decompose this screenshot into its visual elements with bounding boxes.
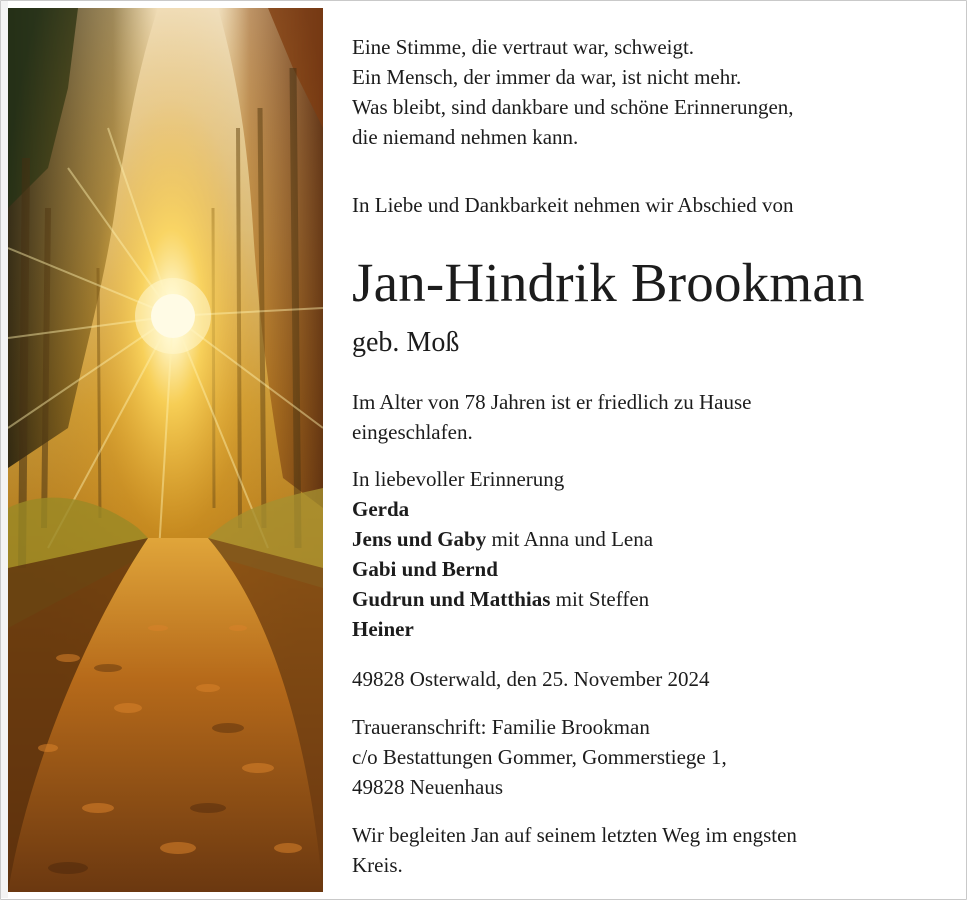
mourner-entry: [352, 554, 498, 584]
address-line: c/o Bestattungen Gommer, Gommerstiege 1,: [352, 745, 727, 769]
mourner-entry: [352, 584, 649, 614]
death-notice-line: eingeschlafen.: [352, 420, 473, 444]
address-line: Traueranschrift: Familie Brookman: [352, 715, 650, 739]
poem-line: Eine Stimme, die vertraut war, schweigt.: [352, 35, 695, 59]
address-line: 49828 Neuenhaus: [352, 775, 504, 799]
birth-name: geb. Moß: [352, 327, 460, 358]
mourner-entry: [352, 494, 409, 524]
mourner-entry: [352, 524, 653, 554]
mourner-name: Gabi und Bernd: [352, 557, 498, 581]
mourner-name: Jens und Gaby: [352, 527, 487, 551]
poem-line: Ein Mensch, der immer da war, ist nicht mehr.: [352, 65, 742, 89]
mourner-name: Gerda: [352, 497, 410, 521]
death-notice-line: Im Alter von 78 Jahren ist er friedlich zu Hause: [352, 390, 752, 414]
place-date: 49828 Osterwald, den 25. November 2024: [352, 667, 710, 691]
mourner-name: Heiner: [352, 617, 414, 641]
mourner-extra: mit Anna und Lena: [491, 527, 654, 551]
mourner-extra: mit Steffen: [555, 587, 650, 611]
mourner-entry: [352, 614, 414, 644]
deceased-name: Jan-Hindrik Brookman: [352, 252, 865, 313]
closing-line: Wir begleiten Jan auf seinem letzten Weg im engsten: [352, 823, 797, 847]
intro-text: In Liebe und Dankbarkeit nehmen wir Abschied von: [352, 193, 794, 217]
poem-line: Was bleibt, sind dankbare und schöne Erinnerungen,: [352, 95, 794, 119]
mourners-heading: In liebevoller Erinnerung: [352, 467, 565, 491]
poem-line: die niemand nehmen kann.: [352, 125, 579, 149]
autumn-forest-sunbeam-image: [8, 8, 323, 892]
closing-line: Kreis.: [352, 853, 403, 877]
left-gutter: [1, 1, 8, 898]
mourner-name: Gudrun und Matthias: [352, 587, 551, 611]
